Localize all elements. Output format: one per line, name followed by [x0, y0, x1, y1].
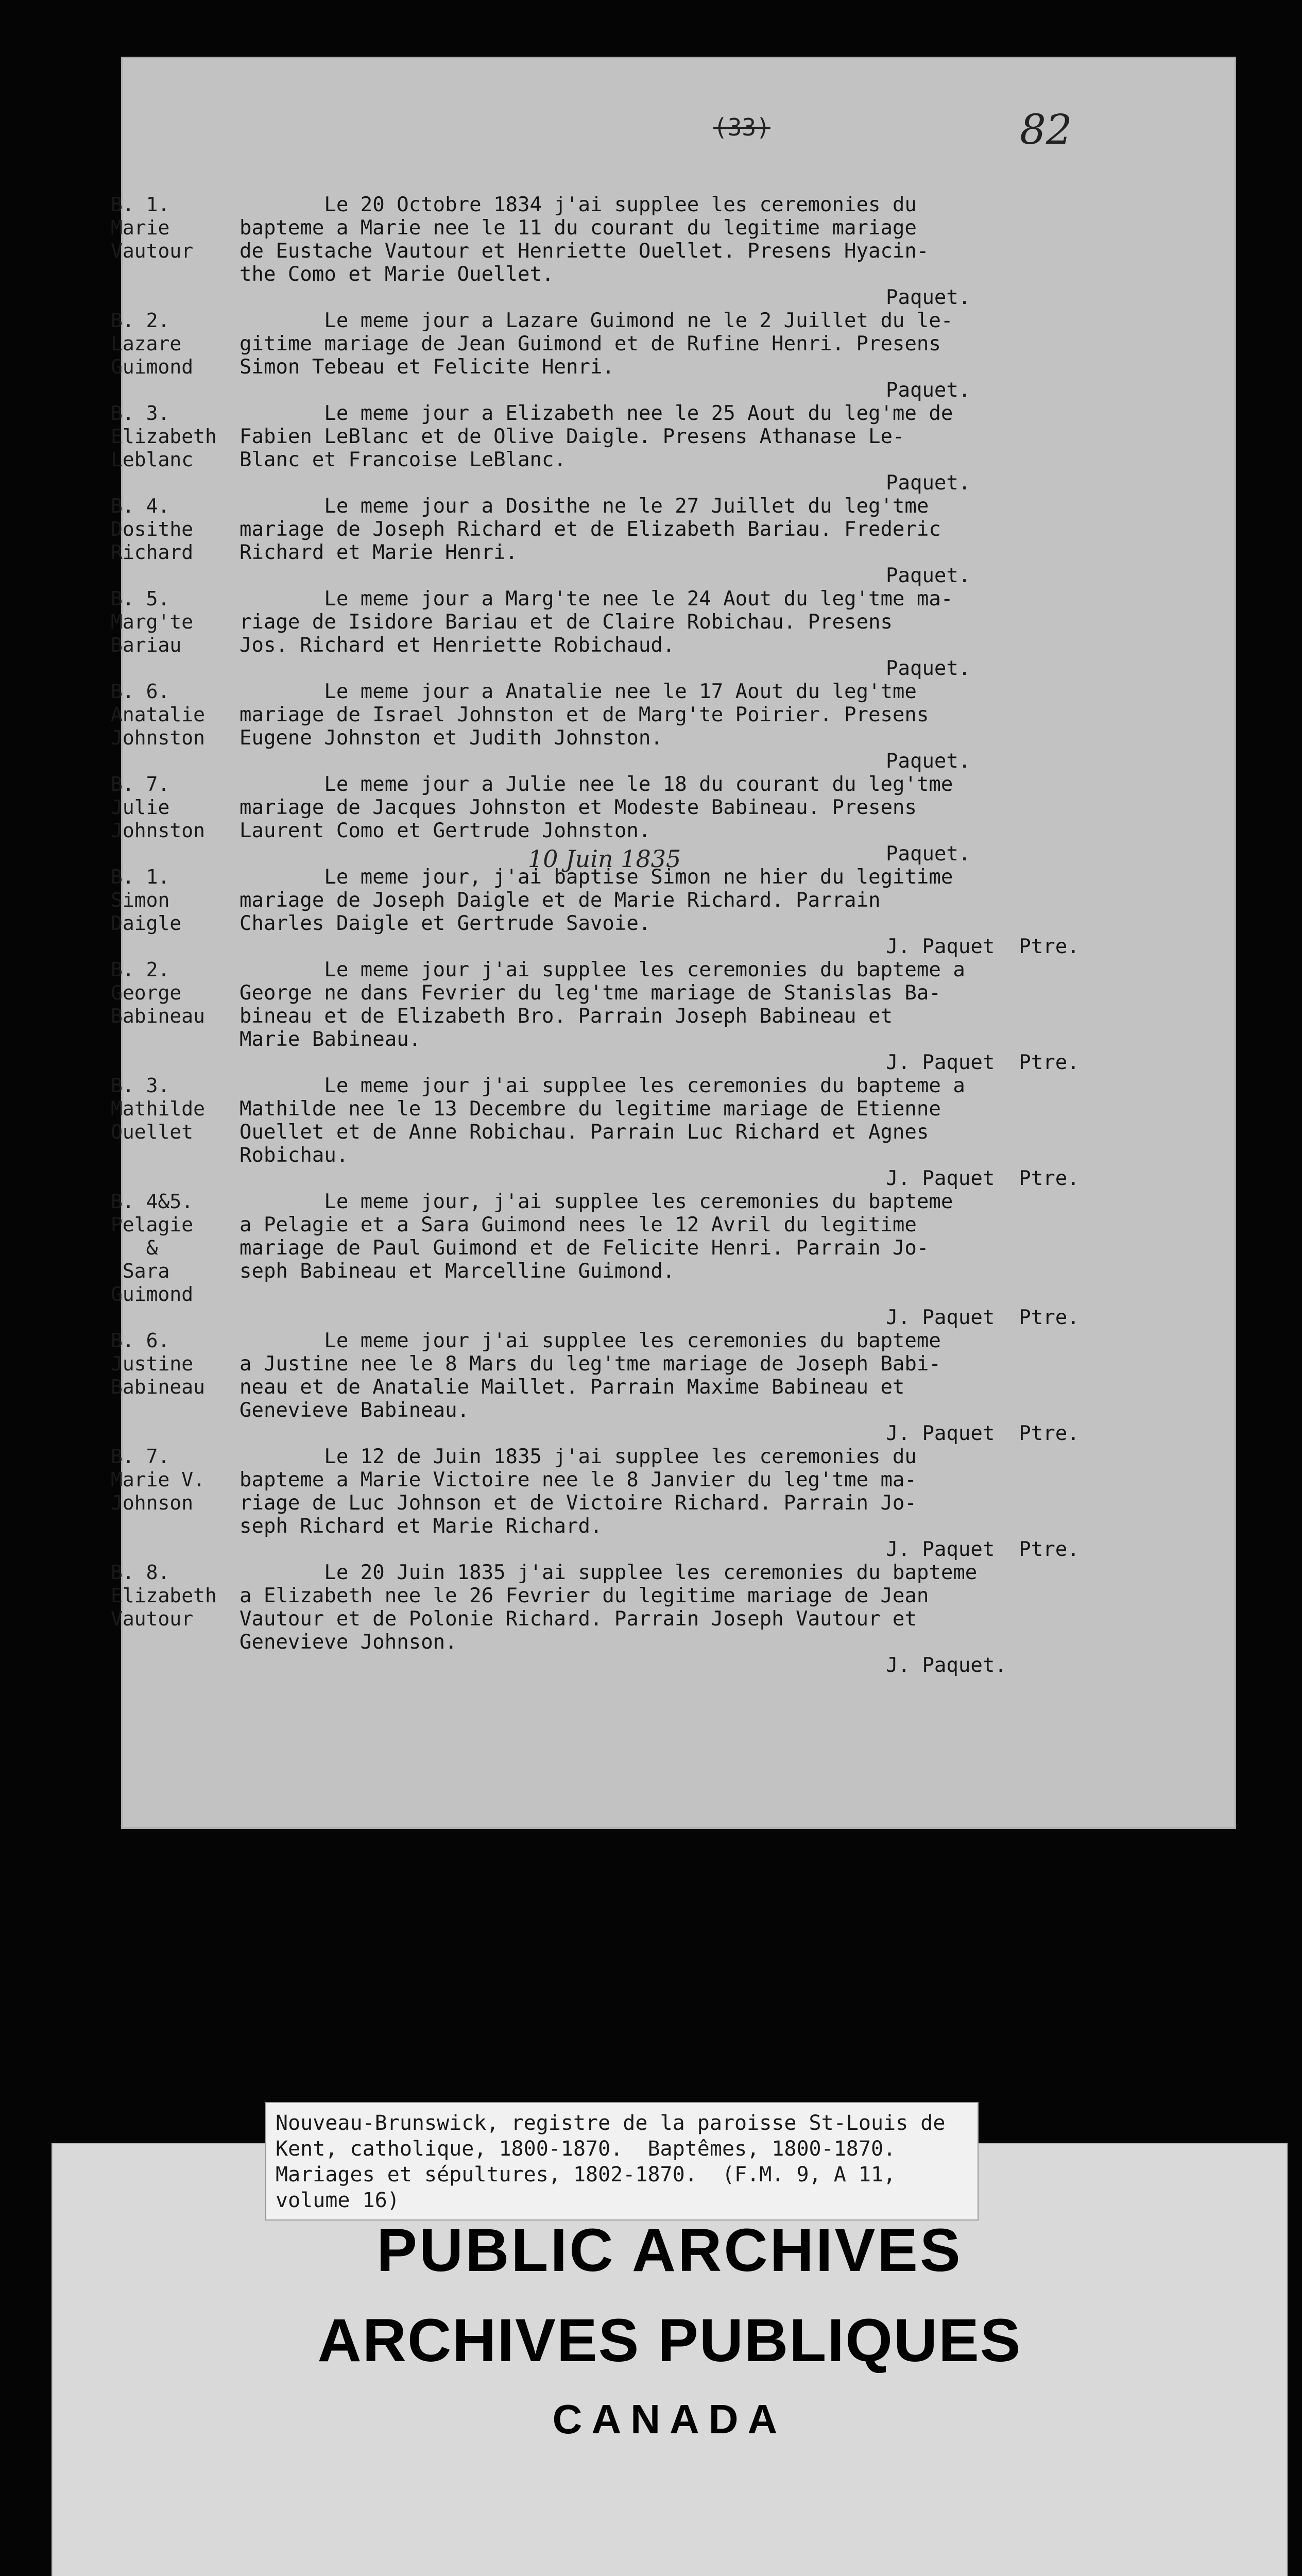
baptism-entry	[111, 845, 1105, 958]
handwritten-date-annotation: 10 Juin 1835	[528, 845, 681, 873]
margin-line: B. 2.	[111, 309, 170, 332]
margin-line: Lazare	[111, 332, 182, 355]
entry-text-line: Robichau.	[239, 1144, 349, 1167]
entry-text-line: Le meme jour a Marg'te nee le 24 Aout du leg'tme ma-	[239, 587, 953, 611]
entry-text-line: George ne dans Fevrier du leg'tme mariage de Stanislas Ba-	[239, 981, 941, 1005]
baptism-entry	[111, 1074, 1105, 1190]
priest-signature: Paquet.	[886, 750, 971, 773]
margin-line: Julie	[111, 796, 170, 819]
margin-line: Johnson	[111, 1492, 194, 1514]
entry-text-line: Richard et Marie Henri.	[239, 541, 518, 564]
margin-line: Vautour	[111, 1607, 194, 1630]
entry-text-line: the Como et Marie Ouellet.	[239, 263, 554, 286]
margin-line: B. 4.	[111, 495, 170, 517]
margin-line: Dosithe	[111, 518, 194, 540]
margin-line: B. 7.	[111, 773, 170, 795]
entry-margin-note	[111, 495, 239, 564]
baptism-entry	[111, 309, 1105, 402]
entry-text-line: mariage de Joseph Daigle et de Marie Richard. Parrain	[239, 889, 881, 912]
microfilm-label: Nouveau-Brunswick, registre de la paroisse St-Louis de Kent, catholique, 1800-1870. Baptêmes, 1800-1870. Mariages et sépultures, 1802-1870. (F.M. 9, A 11, volume 16)	[265, 2102, 979, 2221]
entry-text-line: Genevieve Babineau.	[239, 1399, 470, 1422]
priest-signature: J. Paquet Ptre.	[886, 1051, 1080, 1074]
entry-text-line: bapteme a Marie nee le 11 du courant du legitime mariage	[239, 216, 917, 240]
margin-line: B. 4&5.	[111, 1190, 194, 1213]
entry-text	[239, 958, 1105, 1051]
margin-line: Guimond	[111, 1283, 194, 1306]
margin-line: Ouellet	[111, 1121, 194, 1143]
baptism-entry	[111, 402, 1105, 495]
entry-text-line: mariage de Israel Johnston et de Marg'te Poirier. Presens	[239, 703, 929, 726]
entry-text-line: Le meme jour a Elizabeth nee le 25 Aout du leg'me de	[239, 402, 953, 425]
priest-signature: Paquet.	[886, 379, 971, 402]
entry-text	[239, 1561, 1105, 1654]
margin-line: Marie	[111, 216, 170, 239]
margin-line: Sara	[111, 1260, 170, 1282]
entry-margin-note	[111, 680, 239, 750]
priest-signature: Paquet.	[886, 471, 971, 495]
entry-text-line: Le 12 de Juin 1835 j'ai supplee les ceremonies du	[239, 1445, 917, 1468]
entry-text-line: mariage de Joseph Richard et de Elizabeth Bariau. Frederic	[239, 518, 941, 541]
margin-line: B. 3.	[111, 402, 170, 425]
entry-text-line: Le meme jour a Lazare Guimond ne le 2 Juillet du le-	[239, 309, 953, 332]
margin-line: Simon	[111, 889, 170, 911]
baptism-entries	[111, 193, 1105, 1677]
entry-text-line: Le meme jour a Julie nee le 18 du courant du leg'tme	[239, 773, 953, 796]
margin-line: Guimond	[111, 355, 194, 378]
entry-margin-note	[111, 1074, 239, 1167]
entry-text-line: a Justine nee le 8 Mars du leg'tme mariage de Joseph Babi-	[239, 1352, 941, 1376]
entry-text-line: Ouellet et de Anne Robichau. Parrain Luc Richard et Agnes	[239, 1121, 929, 1144]
margin-line: B. 7.	[111, 1445, 170, 1468]
entry-text-line: Charles Daigle et Gertrude Savoie.	[239, 912, 651, 935]
margin-line: B. 6.	[111, 1329, 170, 1352]
entry-text-line: Mathilde nee le 13 Decembre du legitime mariage de Etienne	[239, 1097, 941, 1121]
entry-text-line: Le meme jour j'ai supplee les ceremonies du bapteme	[239, 1329, 941, 1352]
margin-line: Babineau	[111, 1005, 205, 1027]
entry-text-line: mariage de Jacques Johnston et Modeste Babineau. Presens	[239, 796, 917, 819]
entry-text-line: neau et de Anatalie Maillet. Parrain Maxime Babineau et	[239, 1376, 905, 1399]
baptism-entry	[111, 587, 1105, 680]
margin-line: B. 6.	[111, 680, 170, 703]
entry-margin-note	[111, 1190, 239, 1306]
baptism-entry	[111, 1329, 1105, 1445]
entry-text	[239, 1190, 1105, 1306]
margin-line: B. 1.	[111, 193, 170, 216]
priest-signature: Paquet.	[886, 657, 971, 680]
entry-text-line: gitime mariage de Jean Guimond et de Rufine Henri. Presens	[239, 332, 941, 355]
margin-line: Bariau	[111, 634, 182, 656]
archives-country: CANADA	[552, 2396, 787, 2442]
priest-signature: Paquet.	[886, 286, 971, 309]
entry-text	[239, 309, 1105, 379]
page-header	[121, 57, 1236, 160]
entry-text-line: Le meme jour, j'ai baptise Simon ne hier du legitime	[239, 866, 953, 889]
entry-text	[239, 1329, 1105, 1422]
margin-line: B. 3.	[111, 1074, 170, 1097]
entry-text	[239, 193, 1105, 286]
margin-line: Babineau	[111, 1376, 205, 1398]
entry-margin-note	[111, 587, 239, 657]
entry-text-line: Le meme jour j'ai supplee les ceremonies du bapteme a	[239, 1074, 965, 1097]
entry-text-line: Vautour et de Polonie Richard. Parrain Joseph Vautour et	[239, 1607, 917, 1631]
entry-text-line: Fabien LeBlanc et de Olive Daigle. Presens Athanase Le-	[239, 425, 905, 448]
archives-title-english: PUBLIC ARCHIVES	[376, 2216, 963, 2284]
entry-margin-note	[111, 193, 239, 286]
entry-text-line: riage de Luc Johnson et de Victoire Richard. Parrain Jo-	[239, 1492, 917, 1515]
entry-text	[239, 1074, 1105, 1167]
priest-signature: J. Paquet.	[886, 1654, 1007, 1677]
entry-text-line: Marie Babineau.	[239, 1028, 421, 1051]
margin-line: Justine	[111, 1352, 194, 1375]
priest-signature: Paquet.	[886, 564, 971, 587]
priest-signature: J. Paquet Ptre.	[886, 1422, 1080, 1445]
entry-text-line: seph Babineau et Marcelline Guimond.	[239, 1260, 675, 1283]
entry-text	[239, 587, 1105, 657]
original-page-number: (33)	[713, 113, 770, 141]
entry-margin-note	[111, 1445, 239, 1538]
margin-line: Marie V.	[111, 1468, 205, 1491]
priest-signature: Paquet.	[886, 842, 971, 866]
baptism-entry	[111, 495, 1105, 587]
entry-text	[239, 495, 1105, 564]
priest-signature: J. Paquet Ptre.	[886, 1306, 1080, 1329]
margin-line: Elizabeth	[111, 425, 217, 448]
entry-margin-note	[111, 773, 239, 842]
margin-line: Johnston	[111, 819, 205, 842]
margin-line: Daigle	[111, 912, 182, 935]
margin-line: &	[111, 1236, 158, 1259]
entry-text-line: Le meme jour a Anatalie nee le 17 Aout du leg'tme	[239, 680, 917, 703]
entry-text-line: a Pelagie et a Sara Guimond nees le 12 Avril du legitime	[239, 1213, 917, 1236]
margin-line: Mathilde	[111, 1097, 205, 1120]
entry-margin-note	[111, 1561, 239, 1654]
priest-signature: J. Paquet Ptre.	[886, 1538, 1080, 1561]
handwritten-page-number: 82	[1020, 106, 1072, 154]
margin-line: Richard	[111, 541, 194, 564]
entry-margin-note	[111, 309, 239, 379]
entry-text-line: Laurent Como et Gertrude Johnston.	[239, 819, 651, 842]
baptism-entry	[111, 1561, 1105, 1677]
margin-line: Elizabeth	[111, 1584, 217, 1607]
entry-text-line: bineau et de Elizabeth Bro. Parrain Joseph Babineau et	[239, 1005, 893, 1028]
baptism-entry	[111, 680, 1105, 773]
entry-text-line: Le meme jour, j'ai supplee les ceremonies du bapteme	[239, 1190, 953, 1213]
entry-text-line: seph Richard et Marie Richard.	[239, 1515, 603, 1538]
entry-text-line: Eugene Johnston et Judith Johnston.	[239, 726, 663, 750]
baptism-entry	[111, 1445, 1105, 1561]
margin-line: Pelagie	[111, 1213, 194, 1236]
entry-text-line: Genevieve Johnson.	[239, 1631, 457, 1654]
baptism-entry	[111, 193, 1105, 309]
margin-line: George	[111, 981, 182, 1004]
entry-margin-note	[111, 866, 239, 935]
margin-line: Leblanc	[111, 448, 194, 471]
entry-margin-note	[111, 1329, 239, 1422]
margin-line: B. 5.	[111, 587, 170, 610]
entry-text-line: de Eustache Vautour et Henriette Ouellet. Presens Hyacin-	[239, 240, 929, 263]
margin-line: Johnston	[111, 726, 205, 749]
baptism-entry	[111, 958, 1105, 1074]
entry-text	[239, 773, 1105, 842]
entry-text-line: Jos. Richard et Henriette Robichaud.	[239, 634, 675, 657]
entry-text-line: mariage de Paul Guimond et de Felicite Henri. Parrain Jo-	[239, 1236, 929, 1260]
margin-line: B. 2.	[111, 958, 170, 981]
archives-title-french: ARCHIVES PUBLIQUES	[317, 2307, 1022, 2375]
entry-text-line: Le 20 Octobre 1834 j'ai supplee les ceremonies du	[239, 193, 917, 216]
entry-margin-note	[111, 402, 239, 471]
entry-text-line: Le 20 Juin 1835 j'ai supplee les ceremonies du bapteme	[239, 1561, 978, 1584]
entry-text-line: a Elizabeth nee le 26 Fevrier du legitime mariage de Jean	[239, 1584, 929, 1607]
entry-text-line: bapteme a Marie Victoire nee le 8 Janvier du leg'tme ma-	[239, 1468, 917, 1492]
margin-line: B. 1.	[111, 866, 170, 888]
margin-line: B. 8.	[111, 1561, 170, 1584]
entry-text-line: Simon Tebeau et Felicite Henri.	[239, 355, 614, 379]
entry-text-line: riage de Isidore Bariau et de Claire Robichau. Presens	[239, 611, 893, 634]
entry-text-line: Le meme jour j'ai supplee les ceremonies du bapteme a	[239, 958, 965, 981]
entry-text	[239, 402, 1105, 471]
margin-line: Marg'te	[111, 611, 194, 633]
entry-text	[239, 680, 1105, 750]
priest-signature: J. Paquet Ptre.	[886, 1167, 1080, 1190]
entry-text	[239, 1445, 1105, 1538]
margin-line: Vautour	[111, 240, 194, 262]
entry-text-line: Le meme jour a Dosithe ne le 27 Juillet du leg'tme	[239, 495, 929, 518]
margin-line: Anatalie	[111, 703, 205, 726]
entry-text	[239, 866, 1105, 935]
entry-margin-note	[111, 958, 239, 1051]
entry-text-line: Blanc et Francoise LeBlanc.	[239, 448, 566, 471]
baptism-entry	[111, 1190, 1105, 1329]
priest-signature: J. Paquet Ptre.	[886, 935, 1080, 958]
